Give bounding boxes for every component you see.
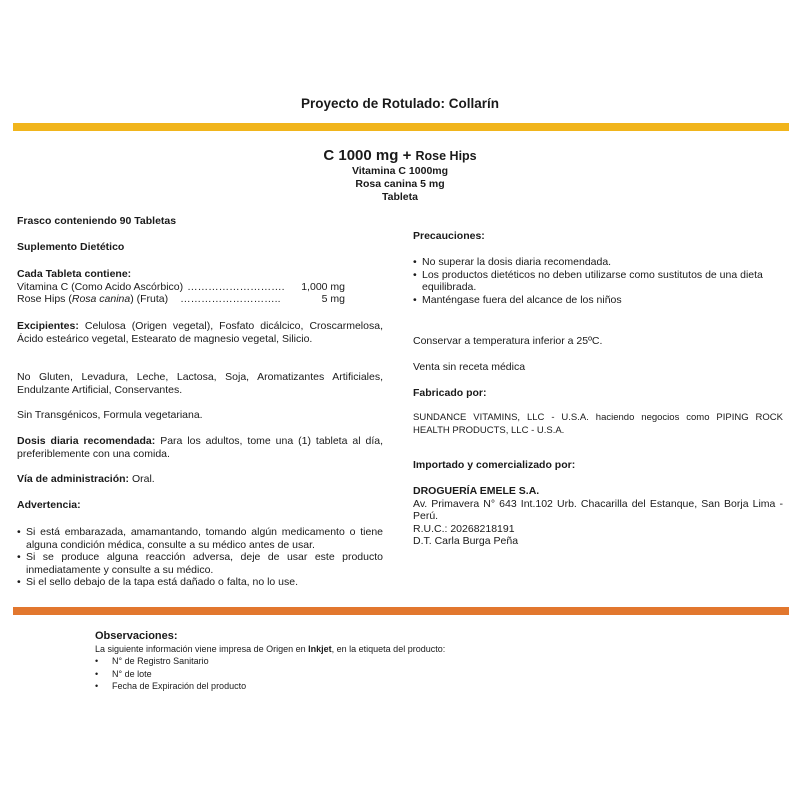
container-text: Frasco conteniendo 90 Tabletas xyxy=(17,215,177,227)
list-item: • N° de lote xyxy=(95,668,695,681)
page-title: Proyecto de Rotulado: Collarín xyxy=(300,96,500,111)
free-from-text: No Gluten, Levadura, Leche, Lactosa, Soja, Aromatizantes Artificiales, Endulzante Artificial, Conservantes. xyxy=(17,371,383,396)
product-line-2: Rosa canina 5 mg xyxy=(355,178,445,190)
top-divider-bar xyxy=(13,123,789,131)
warning-list xyxy=(17,526,383,589)
warning-title: Advertencia: xyxy=(17,499,81,511)
importer-title: Importado y comercializado por: xyxy=(413,459,576,471)
observations-intro-suffix: , en la etiqueta del producto: xyxy=(331,644,446,654)
manufacturer-title: Fabricado por: xyxy=(413,387,487,399)
product-line-3: Tableta xyxy=(382,191,418,203)
ingredient-amount: 1,000 mg xyxy=(301,280,345,293)
list-item: • Si está embarazada, amamantando, tomando algún medicamento o tiene alguna condición médica, consulte a su médico antes de usar. xyxy=(17,526,383,551)
ingredient-name-latin: Rosa canina xyxy=(71,293,131,305)
dose-label: Dosis diaria recomendada: xyxy=(17,435,156,447)
observations-intro-prefix: La siguiente información viene impresa de Origen en xyxy=(95,644,309,654)
ingredient-name-suffix: ) (Fruta) xyxy=(130,293,169,305)
dose-instructions: Para los adultos, tome una (1) tableta al día, preferiblemente con una comida. xyxy=(17,435,383,460)
supplement-text: Suplemento Dietético xyxy=(17,241,125,253)
list-item: • Si el sello debajo de la tapa está dañado o falta, no lo use. xyxy=(17,576,383,589)
ingredient-dots: ……………………….. xyxy=(180,293,281,305)
observations-list xyxy=(95,655,695,693)
list-item: • No superar la dosis diaria recomendada. xyxy=(413,256,783,269)
importer-block xyxy=(413,485,783,548)
product-name xyxy=(0,147,800,165)
non-gmo-text: Sin Transgénicos, Formula vegetariana. xyxy=(17,409,203,421)
importer-address: Av. Primavera N° 643 Int.102 Urb. Chacarilla del Estanque, San Borja Lima - Perú. xyxy=(413,497,783,522)
list-item: • Los productos dietéticos no deben utilizarse como sustitutos de una dieta equilibrada. xyxy=(413,269,783,294)
product-name-main: C 1000 mg + xyxy=(323,147,412,164)
product-name-rose: Rose Hips xyxy=(415,149,477,163)
precautions-list xyxy=(413,256,783,306)
route-label: Vía de administración: xyxy=(17,473,130,485)
importer-name: DROGUERÍA EMELE S.A. xyxy=(413,485,540,497)
observations-section xyxy=(95,630,695,693)
list-item: • Manténgase fuera del alcance de los niños xyxy=(413,294,783,307)
observations-intro-bold: Inkjet xyxy=(308,644,332,654)
ingredient-name-prefix: Rose Hips ( xyxy=(17,293,72,305)
precautions-title: Precauciones: xyxy=(413,230,485,242)
manufacturer-text: SUNDANCE VITAMINS, LLC - U.S.A. haciendo negocios como PIPING ROCK HEALTH PRODUCTS, LLC - U.S.A. xyxy=(413,412,783,436)
excipients-label: Excipientes: xyxy=(17,320,79,332)
each-tablet-title: Cada Tableta contiene: xyxy=(17,268,132,280)
observations-title: Observaciones: xyxy=(95,630,178,642)
ingredient-amount: 5 mg xyxy=(321,293,345,305)
importer-ruc: R.U.C.: 20268218191 xyxy=(413,522,515,535)
list-item: • Fecha de Expiración del producto xyxy=(95,680,695,693)
route-text xyxy=(17,473,383,486)
product-line-1: Vitamina C 1000mg xyxy=(351,165,449,177)
ingredient-row xyxy=(17,293,345,306)
product-header xyxy=(0,147,800,204)
excipients-list: Celulosa (Origen vegetal), Fosfato dicálcico, Croscarmelosa, Ácido esteárico vegetal, Estearato de magnesio vegetal, Silicio. xyxy=(17,320,383,345)
list-item: • Si se produce alguna reacción adversa, deje de usar este producto inmediatamente y consulte a su médico. xyxy=(17,551,383,576)
sale-condition-text: Venta sin receta médica xyxy=(413,361,526,373)
dose-text xyxy=(17,435,383,460)
technical-director: D.T. Carla Burga Peña xyxy=(413,535,519,547)
excipients-text xyxy=(17,320,383,345)
ingredient-dots: ………………………. xyxy=(187,280,285,293)
route-value: Oral. xyxy=(129,473,155,485)
ingredient-name: Vitamina C (Como Acido Ascórbico) xyxy=(17,280,184,293)
list-item: • N° de Registro Sanitario xyxy=(95,655,695,668)
observations-intro xyxy=(95,643,695,655)
ingredient-name xyxy=(17,293,168,306)
bottom-divider-bar xyxy=(13,607,789,615)
ingredients-block xyxy=(17,268,383,306)
ingredient-row xyxy=(17,281,345,294)
storage-text: Conservar a temperatura inferior a 25ºC. xyxy=(413,335,603,347)
